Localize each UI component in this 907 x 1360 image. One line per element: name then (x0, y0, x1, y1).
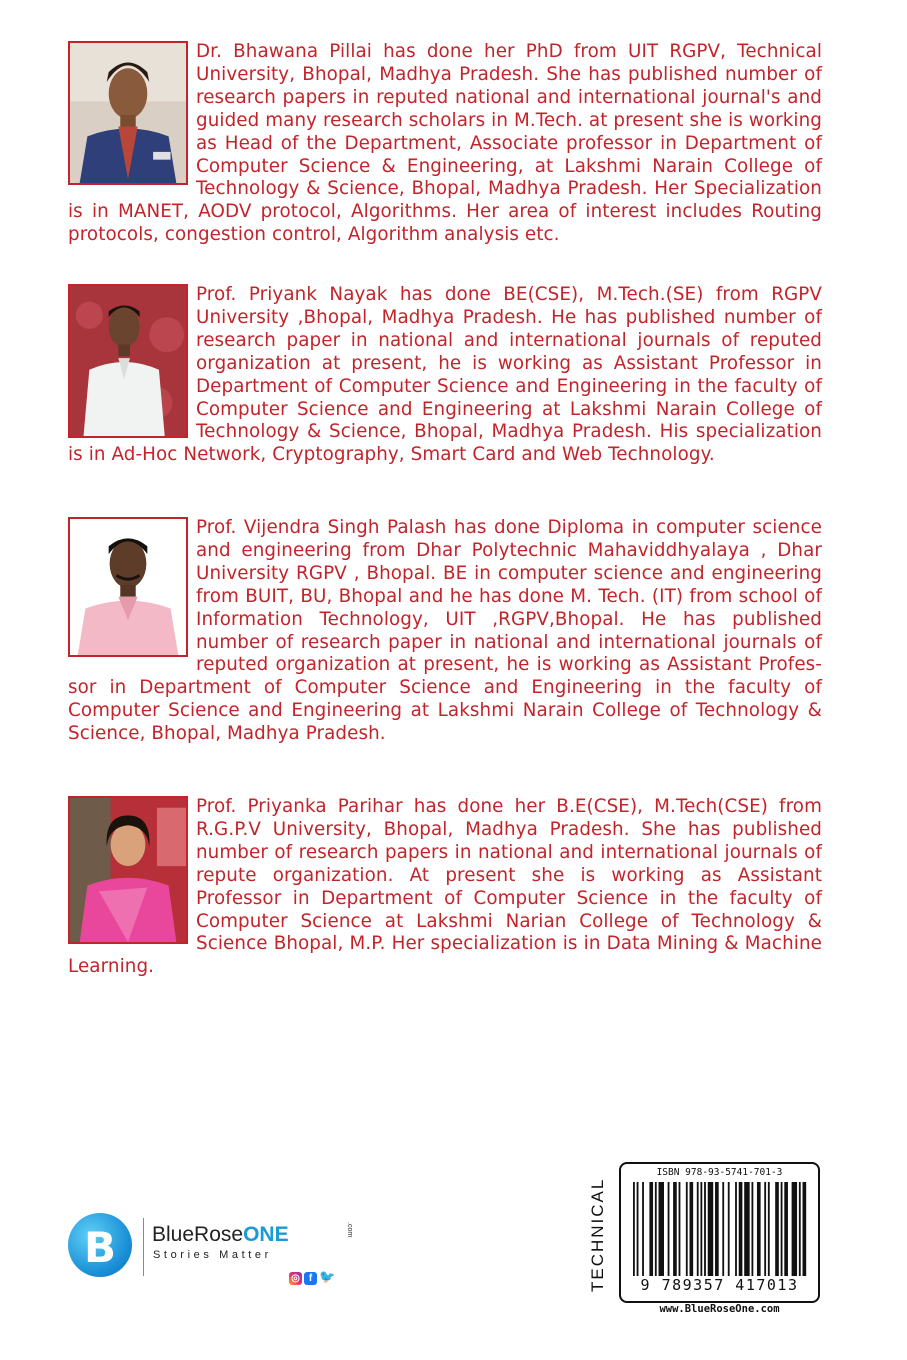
barcode-bar (697, 1182, 699, 1276)
brand-tagline: Stories Matter (153, 1249, 272, 1261)
barcode-bar (690, 1182, 694, 1276)
barcode-bar (764, 1182, 766, 1276)
isbn-digits: 9 789357 417013 (640, 1276, 799, 1294)
bio-text-4: Prof. Priyanka Parihar has done her B.E(CSE), M.Tech(CSE) from R.G.P.V University, Bhopal, Madhya Pradesh. She has published number of research papers in national and international journals of repute organization. At present she is working as Assistant Professor in Department of Computer Science in the faculty of Computer Science at Lakshmi Narian College of Technology & Science Bhopal, M.P. Her specialization is in Data Mining & Machine Learning. (68, 796, 822, 978)
barcode-bar (655, 1182, 657, 1276)
author-bio-1 (68, 41, 822, 247)
barcode-bar (700, 1182, 702, 1276)
author-photo-priyank-nayak (68, 284, 188, 438)
barcode-bar (642, 1182, 644, 1276)
barcode-bar (781, 1182, 783, 1276)
barcode-bar (792, 1182, 797, 1276)
barcode-bar (679, 1182, 681, 1276)
logo-divider (143, 1218, 144, 1276)
category-label: TECHNICAL (588, 1177, 607, 1293)
barcode-bar (799, 1182, 801, 1276)
bluerose-logo-icon (68, 1213, 132, 1277)
brand-accent: ONE (243, 1223, 289, 1246)
instagram-icon[interactable]: ◎ (289, 1272, 302, 1285)
author-photo-bhawana-pillai (68, 41, 188, 185)
facebook-icon[interactable]: f (304, 1272, 317, 1285)
bio-text-2: Prof. Priyank Nayak has done BE(CSE), M.Tech.(SE) from RGPV University ,Bhopal, Madhya Pradesh. He has published number of research paper in national and international journals of reputed organization at present, he is working as Assistant Professor in Department of Computer Science and Engineering in the faculty of Computer Science and Engineering at Lakshmi Narain College of Technology & Science, Bhopal, Madhya Pradesh. His specialization is in Ad-Hoc Network, Cryptography, Smart Card and Web Technology. (68, 284, 822, 466)
publisher-logo (68, 1210, 358, 1290)
barcode-bar (633, 1182, 635, 1276)
author-photo-vijendra-singh-palash (68, 517, 188, 657)
author-bio-4 (68, 796, 822, 979)
isbn-barcode (619, 1162, 820, 1303)
author-photo-priyanka-parihar (68, 796, 188, 944)
barcode-bar (728, 1182, 730, 1276)
author-bio-3 (68, 517, 822, 746)
barcode-bar (715, 1182, 719, 1276)
barcode-bar (708, 1182, 713, 1276)
barcode-bar (751, 1182, 753, 1276)
barcode-bar (686, 1182, 688, 1276)
barcode-bar (649, 1182, 653, 1276)
twitter-icon[interactable]: 🐦 (319, 1269, 336, 1284)
barcode-bar (768, 1182, 770, 1276)
barcode-bar (668, 1182, 670, 1276)
brand-main: BlueRose (152, 1223, 244, 1246)
barcode-bar (722, 1182, 724, 1276)
isbn-label: ISBN 978-93-5741-701-3 (656, 1167, 783, 1178)
barcode-bars (633, 1182, 808, 1276)
logo-letter: B (83, 1223, 116, 1272)
barcode-bar (735, 1182, 737, 1276)
brand-name (152, 1223, 289, 1247)
barcode-bar (784, 1182, 788, 1276)
barcode-bar (757, 1182, 761, 1276)
barcode-bar (744, 1182, 749, 1276)
author-bio-2 (68, 284, 822, 467)
barcode-bar (739, 1182, 743, 1276)
social-icons (289, 1266, 334, 1282)
barcode-bar (775, 1182, 779, 1276)
barcode-bar (659, 1182, 664, 1276)
bio-text-3: Prof. Vijendra Singh Palash has done Diploma in computer science and engineering from Dhar Polytechnic Mahaviddhyalaya , Dhar University RGPV , Bhopal. BE in computer science and engineering from BUIT, BU, Bhopal and he has done M. Tech. (IT) from school of Information Technology, UIT ,RGPV,Bhopal. He has published number of research paper in national and international journals of reputed organization at present, he is working as Assistant Profes-sor in Department of Computer Science and Engineering in the faculty of Computer Science and Engineering at Lakshmi Narain College of Technology & Science, Bhopal, Madhya Pradesh. (68, 517, 822, 745)
publisher-website: www.BlueRoseOne.com (659, 1303, 780, 1315)
bio-text-1: Dr. Bhawana Pillai has done her PhD from UIT RGPV, Technical University, Bhopal, Madhya Pradesh. She has published number of research papers in reputed national and international journal's and guided many research scholars in M.Tech. at present she is working as Head of the Department, Associate professor in Department of Computer Science & Engineering, at Lakshmi Narain College of Technology & Science, Bhopal, Madhya Pradesh. Her Specialization is in MANET, AODV protocol, Algorithms. Her area of interest includes Routing protocols, congestion control, Algorithm analysis etc. (68, 41, 822, 246)
brand-suffix: .com (346, 1222, 353, 1238)
barcode-bar (704, 1182, 706, 1276)
barcode-bar (673, 1182, 677, 1276)
barcode-bar (803, 1182, 807, 1276)
barcode-bar (637, 1182, 639, 1276)
